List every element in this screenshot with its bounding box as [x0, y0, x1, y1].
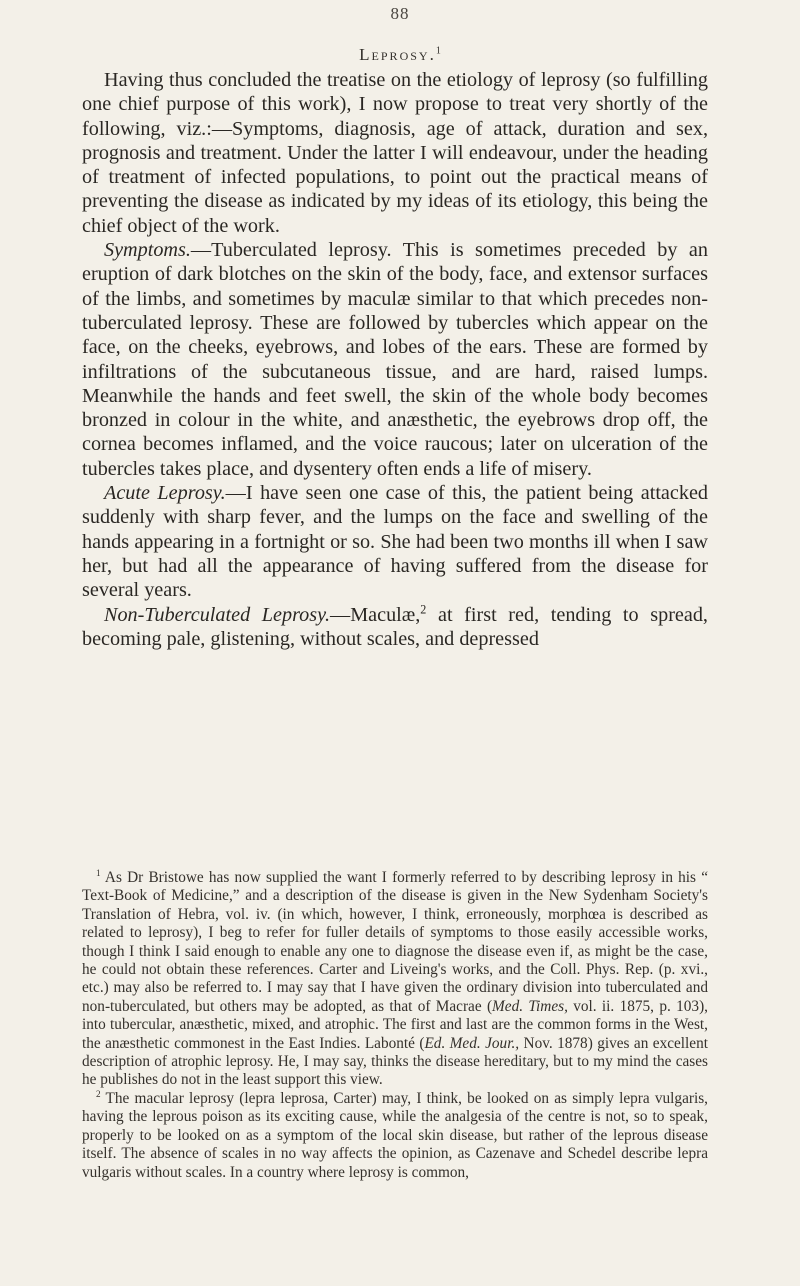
running-title [0, 45, 800, 65]
footnote-2 [82, 1090, 708, 1182]
footnote-1 [82, 869, 708, 1090]
footnote-1-text-c: Nov. 1878) gives an excellent description of atrophic leprosy. He, I may say, thinks the disease hereditary, but to my mind the cases he publishes do not in the least support this view. [82, 1034, 708, 1089]
footnote-reference-2: 2 [420, 601, 427, 616]
paragraph-intro: Having thus concluded the treatise on the etiology of leprosy (so fulfilling one chief purpose of this work), I now propose to treat very shortly of the following, viz.:—Symptoms, diagnosis, age of attack, duration and sex, prognosis and treatment. Under the latter I will endeavour, under the heading of treatment of infected populations, to point out the practical means of preventing the disease as indicated by my ideas of its etiology, this being the chief object of the work. [82, 69, 708, 237]
footnote-1-marker: 1 [96, 867, 101, 878]
main-text [82, 68, 708, 651]
paragraph-non-tuberculated [82, 603, 708, 652]
footnote-1-text-b: vol. ii. 1875, p. 103), into tubercular, anæsthetic, mixed, and atrophic. The first and last are the common forms in the West, the anæsthetic commonest in the East Indies. Labonté ( [82, 997, 708, 1052]
paragraph-acute-leprosy-text: —I have seen one case of this, the patient being attacked suddenly with sharp fever, and the lumps on the face and swelling of the hands appearing in a fortnight or so. She had been two months ill when I saw her, but had all the appearance of having suffered from the disease for several years. [82, 482, 708, 602]
footnote-2-marker: 2 [96, 1088, 101, 1099]
section-heading-symptoms: Symptoms. [104, 239, 191, 262]
paragraph-non-tuberculated-text-b: at first red, tending to spread, becoming pale, glistening, without scales, and depressed [82, 603, 708, 650]
page-number: 88 [390, 4, 410, 23]
paragraph-symptoms-text: —Tuberculated leprosy. This is sometimes preceded by an eruption of dark blotches on the skin of the body, face, and extensor surfaces of the limbs, and sometimes by maculæ similar to that which precedes non-tuberculated leprosy. These are followed by tubercles which appear on the face, on the cheeks, eyebrows, and lobes of the ears. These are formed by infiltrations of the subcutaneous tissue, and are hard, raised lumps. Meanwhile the hands and feet swell, the skin of the whole body becomes bronzed in colour in the white, and anæsthetic, the eyebrows drop off, the cornea becomes inflamed, and the voice raucous; later on ulceration of the tubercles takes place, and dysentery often ends a life of misery. [82, 239, 708, 480]
footnote-2-text: The macular leprosy (lepra leprosa, Carter) may, I think, be looked on as simply lepra vulgaris, having the leprous poison as its exciting cause, while the analgesia of the centre is not, so to speak, properly to be looked on as a symptom of the local skin disease, but rather of the leprous disease itself. The absence of scales in no way affects the opinion, as Cazenave and Schedel describe lepra vulgaris without scales. In a country where leprosy is common, [82, 1089, 708, 1181]
footnote-1-citation-1: Med. Times, [492, 997, 568, 1015]
paragraph-symptoms [82, 238, 708, 481]
running-title-text: Leprosy. [359, 45, 436, 64]
running-title-note-marker: 1 [435, 45, 441, 57]
section-heading-non-tuberculated: Non-Tuberculated Leprosy. [104, 603, 331, 626]
paragraph-non-tuberculated-text-a: —Maculæ, [330, 603, 421, 626]
paragraph-acute-leprosy [82, 481, 708, 602]
section-heading-acute-leprosy: Acute Leprosy. [104, 482, 226, 505]
footnotes [82, 869, 708, 1182]
footnote-1-citation-2: Ed. Med. Jour., [424, 1034, 520, 1052]
footnote-1-text-a: As Dr Bristowe has now supplied the want I formerly referred to by describing leprosy in his “ Text-Book of Medicine,” and a description of the disease is given in the New Sydenham Society's Translation of Hebra, vol. iv. (in which, however, I think, erroneously, morphœa is described as related to leprosy), I beg to refer for fuller details of symptoms to those easily accessible works, though I think I said enough to enable any one to diagnose the disease even if, as might be the case, he could not obtain these references. Carter and Liveing's works, and the Coll. Phys. Rep. (p. xvi., etc.) may also be referred to. I may say that I have given the ordinary division into tuberculated and non-tuberculated, but others may be adopted, as that of Macrae ( [82, 869, 708, 1015]
